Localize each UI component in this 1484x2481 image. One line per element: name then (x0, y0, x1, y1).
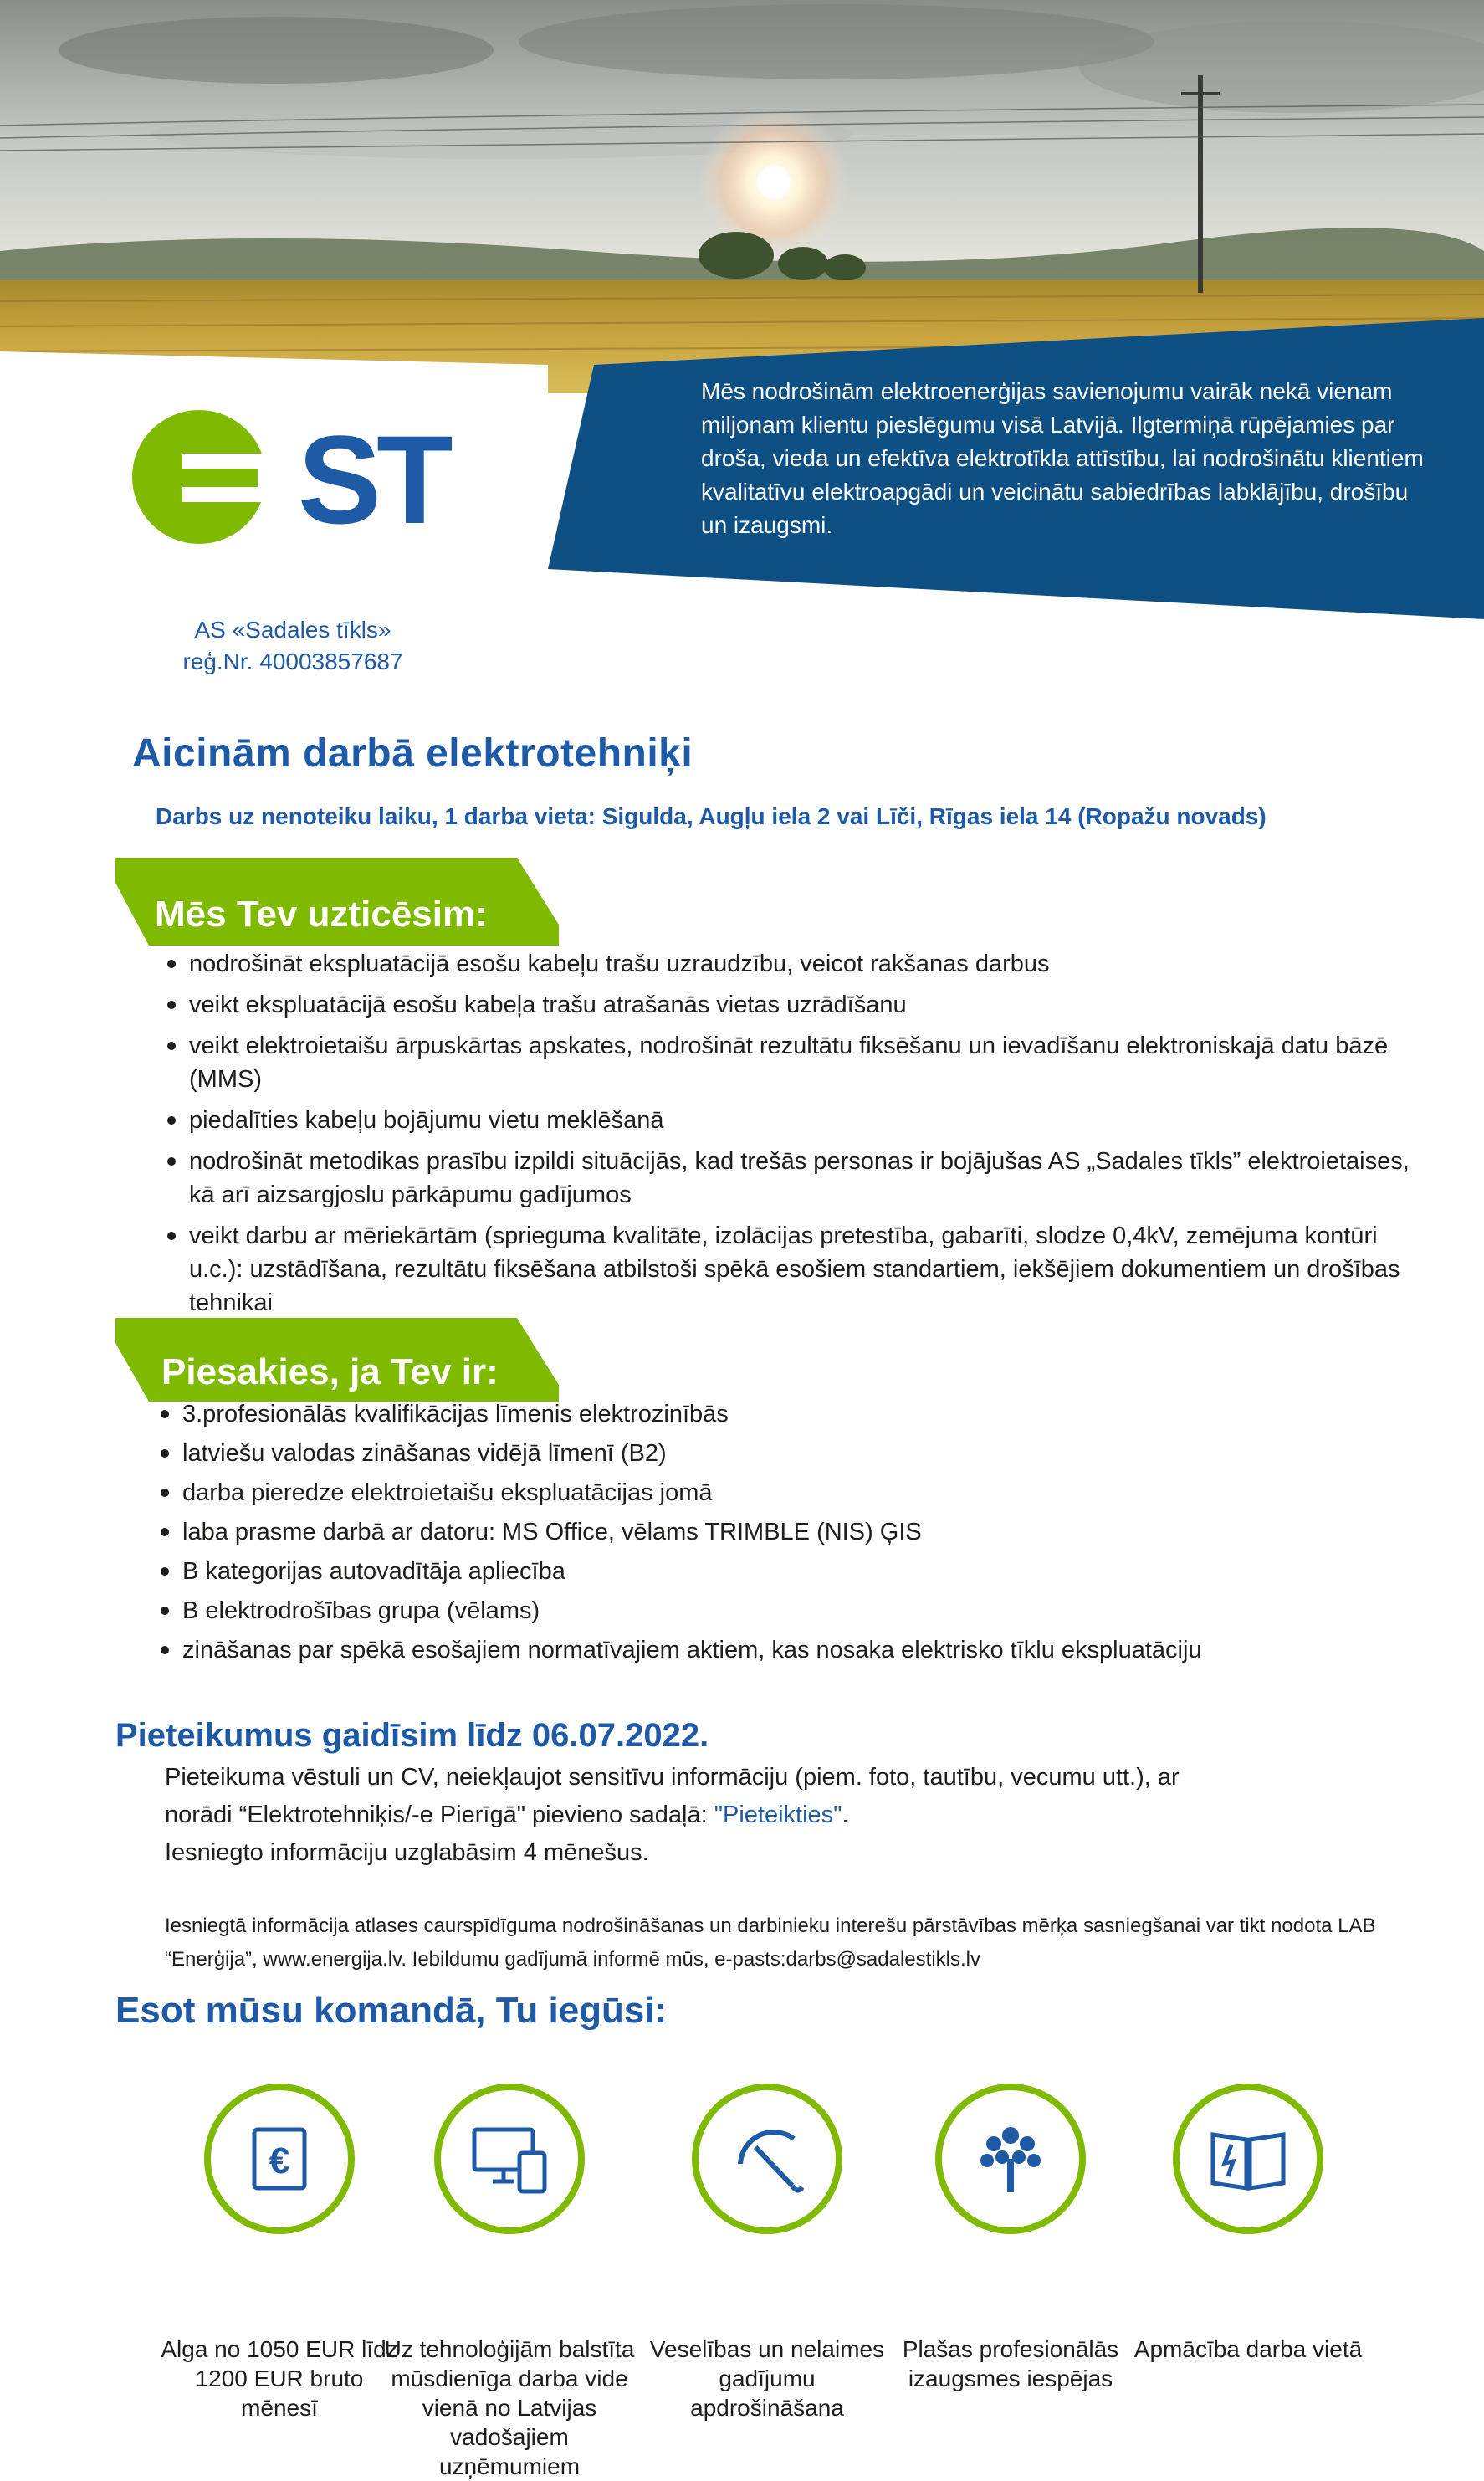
benefit-work-environment (384, 2084, 635, 2481)
benefit-label: Uz tehnoloģijām balstīta mūsdienīga darba vide vienā no Latvijas vadošajiem uzņēmumiem (384, 2336, 635, 2479)
benefit-label: Veselības un nelaimes gadījumu apdrošināšana (649, 2336, 885, 2421)
application-deadline: Pieteikumus gaidīsim līdz 06.07.2022. (115, 1717, 709, 1754)
list-item: piedalīties kabeļu bojājumu vietu meklēšanā (166, 1104, 1437, 1137)
company-name: AS «Sadales tīkls» (194, 617, 391, 643)
apply-instructions (165, 1759, 1420, 1872)
benefits-heading: Esot mūsu komandā, Tu iegūsi: (115, 1990, 668, 2031)
list-item: zināšanas par spēkā esošajiem normatīvajiem aktiem, kas nosaka elektrisko tīklu ekspluatāciju (159, 1633, 1430, 1667)
book-icon (1173, 2084, 1323, 2234)
benefit-label: Alga no 1050 EUR līdz 1200 EUR bruto mēnesī (161, 2336, 398, 2421)
benefit-label: Apmācība darba vietā (1133, 2336, 1363, 2362)
apply-line-3: Iesniegto informāciju uzglabāsim 4 mēnešus. (165, 1839, 649, 1866)
apply-line-2-end: . (842, 1802, 849, 1828)
company-logo (132, 410, 467, 556)
trust-list (166, 947, 1437, 1327)
apply-if-list (159, 1397, 1430, 1673)
euro-icon (204, 2084, 355, 2234)
job-title: Aicinām darbā elektrotehniķi (132, 731, 693, 776)
apply-link[interactable]: "Pieteikties" (714, 1802, 842, 1828)
svg-text:€: € (269, 2140, 290, 2181)
apply-line-2-text: norādi “Elektrotehniķis/-e Pierīgā" pievieno sadaļā: (165, 1802, 714, 1828)
benefit-label: Plašas profesionālās izaugsmes iespējas (902, 2336, 1119, 2391)
list-item: latviešu valodas zināšanas vidējā līmenī (B2) (159, 1437, 1430, 1470)
list-item: B elektrodrošības grupa (vēlams) (159, 1594, 1430, 1628)
umbrella-icon (692, 2084, 842, 2234)
list-item: veikt darbu ar mēriekārtām (sprieguma kvalitāte, izolācijas pretestība, gabarīti, slodze 0,4kV, zemējuma kontūri u.c.): uzstādīšana, rezultātu fiksēšana atbilstoši spēkā esošiem standartiem, iekšējiem dokumentiem un drošības tehnikai (166, 1219, 1437, 1320)
list-item: darba pieredze elektroietaišu ekspluatācijas jomā (159, 1476, 1430, 1510)
benefit-growth (885, 2084, 1136, 2393)
privacy-notice: Iesniegtā informācija atlases caurspīdīguma nodrošināšanas un darbinieku interešu pārstāvības mērķa sasniegšanai var tikt nodota LAB “Enerģija”, www.energija.lv. Iebildumu gadījumā informē mūs, e-pasts:darbs@sadalestikls.lv (165, 1915, 1376, 1971)
trust-heading: Mēs Tev uzticēsim: (155, 894, 488, 935)
banner-text: Mēs nodrošinām elektroenerģijas savienojumu vairāk nekā vienam miljonam klientu pieslēgumu visā Latvijā. Ilgtermiņā rūpējamies par droša, vieda un efektīva elektrotīkla attīstību, lai nodrošinātu klientiem kvalitatīvu elektroapgādi un veicinātu sabiedrības labklājību, drošību un izaugsmi. (701, 378, 1424, 538)
list-item: B kategorijas autovadītāja apliecība (159, 1555, 1430, 1588)
company-info (167, 614, 418, 678)
logo-text: ST (298, 410, 448, 550)
apply-line-1: Pieteikuma vēstuli un CV, neiekļaujot sensitīvu informāciju (piem. foto, tautību, vecumu utt.), ar (165, 1764, 1180, 1791)
company-reg-number: reģ.Nr. 40003857687 (182, 648, 403, 674)
benefit-training (1123, 2084, 1374, 2364)
apply-if-heading: Piesakies, ja Tev ir: (161, 1351, 499, 1392)
list-item: nodrošināt ekspluatācijā esošu kabeļu trašu uzraudzību, veicot rakšanas darbus (166, 947, 1437, 981)
list-item: 3.profesionālās kvalifikācijas līmenis elektrozinībās (159, 1397, 1430, 1431)
list-item: veikt elektroietaišu ārpuskārtas apskates, nodrošināt rezultātu fiksēšanu un ievadīšanu elektroniskajā datu bāzē (MMS) (166, 1029, 1437, 1096)
list-item: nodrošināt metodikas prasību izpildi situācijās, kad trešās personas ir bojājušas AS „Sadales tīkls” elektroietaises, kā arī aizsargjoslu pārkāpumu gadījumos (166, 1145, 1437, 1212)
list-item: laba prasme darbā ar datoru: MS Office, vēlams TRIMBLE (NIS) ĢIS (159, 1515, 1430, 1549)
computer-icon (434, 2084, 585, 2234)
tree-icon (935, 2084, 1086, 2234)
job-subtitle: Darbs uz nenoteiku laiku, 1 darba vieta: Sigulda, Augļu iela 2 vai Līči, Rīgas iela 14 (Ropažu novads) (156, 803, 1267, 829)
apply-line-2 (165, 1797, 1420, 1834)
benefit-salary (154, 2084, 405, 2422)
benefit-insurance (642, 2084, 893, 2422)
list-item: veikt ekspluatācijā esošu kabeļa trašu atrašanās vietas uzrādīšanu (166, 988, 1437, 1022)
